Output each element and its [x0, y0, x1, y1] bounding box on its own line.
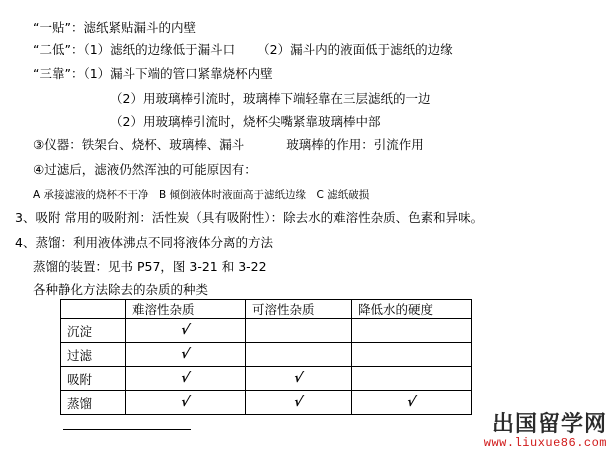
check-mark: √ — [405, 395, 418, 410]
table-underline — [63, 429, 191, 430]
instruments-line — [33, 137, 424, 153]
watermark-title: 出国留学网 — [491, 412, 607, 437]
rule-two-low — [33, 42, 453, 58]
table-row — [61, 343, 472, 367]
check-mark: √ — [179, 323, 192, 338]
cell-insoluble — [126, 343, 246, 367]
table-row — [61, 391, 472, 415]
cell-insoluble — [126, 367, 246, 391]
table-header-row — [61, 300, 472, 319]
row-label: 蒸馏 — [61, 391, 126, 415]
cell-soluble — [246, 367, 352, 391]
cell-insoluble — [126, 319, 246, 343]
instruments-list: ③仪器：铁架台、烧杯、玻璃棒、漏斗 — [33, 137, 245, 152]
distillation-line: 4、蒸馏：利用液体沸点不同将液体分离的方法 — [15, 235, 273, 250]
header-hardness: 降低水的硬度 — [352, 300, 472, 319]
check-mark: √ — [179, 347, 192, 362]
header-insoluble: 难溶性杂质 — [126, 300, 246, 319]
rule-three-lean-item3: （2）用玻璃棒引流时，烧杯尖嘴紧靠玻璃棒中部 — [110, 114, 381, 129]
header-empty — [61, 300, 126, 319]
cell-soluble — [246, 319, 352, 343]
cell-hardness — [352, 367, 472, 391]
cell-hardness — [352, 319, 472, 343]
check-mark: √ — [292, 395, 305, 410]
glass-rod-role: 玻璃棒的作用：引流作用 — [286, 137, 424, 152]
check-mark: √ — [292, 371, 305, 386]
rule-two-low-part2: （2）漏斗内的液面低于滤纸的边缘 — [257, 42, 453, 57]
cell-soluble — [246, 391, 352, 415]
site-watermark — [484, 413, 607, 450]
turbid-causes-heading: ④过滤后，滤液仍然浑浊的可能原因有： — [33, 162, 257, 177]
watermark-url: www.liuxue86.com — [483, 436, 607, 450]
rule-two-low-part1: “二低”：（1）滤纸的边缘低于漏斗口 — [33, 42, 236, 57]
row-label: 沉淀 — [61, 319, 126, 343]
table-caption: 各种静化方法除去的杂质的种类 — [33, 282, 209, 297]
table-row — [61, 319, 472, 343]
turbid-causes-list: A 承接滤液的烧杯不干净 B 倾倒液体时液面高于滤纸边缘 C 滤纸破损 — [33, 189, 370, 201]
rule-three-lean: “三靠”：（1）漏斗下端的管口紧靠烧杯内壁 — [33, 66, 273, 81]
purification-table — [60, 299, 472, 415]
adsorption-line: 3、吸附 常用的吸附剂：活性炭（具有吸附性）：除去水的难溶性杂质、色素和异味。 — [15, 210, 484, 225]
cell-soluble — [246, 343, 352, 367]
rule-one-stick: “一贴”：滤纸紧贴漏斗的内壁 — [33, 20, 196, 35]
cell-hardness — [352, 343, 472, 367]
header-soluble: 可溶性杂质 — [246, 300, 352, 319]
cell-hardness — [352, 391, 472, 415]
cell-insoluble — [126, 391, 246, 415]
row-label: 吸附 — [61, 367, 126, 391]
row-label: 过滤 — [61, 343, 126, 367]
table-row — [61, 367, 472, 391]
rule-three-lean-item2: （2）用玻璃棒引流时，玻璃棒下端轻靠在三层滤纸的一边 — [110, 91, 431, 106]
check-mark: √ — [179, 395, 192, 410]
check-mark: √ — [179, 371, 192, 386]
distillation-apparatus: 蒸馏的装置：见书 P57，图 3-21 和 3-22 — [33, 259, 267, 274]
